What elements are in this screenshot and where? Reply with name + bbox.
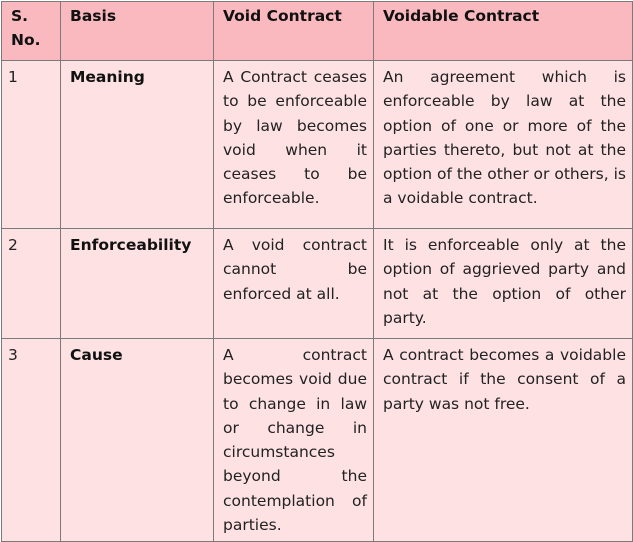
voidable-contract-cell: A contract becomes a voidable contract if the consent of a party was not free. bbox=[374, 339, 633, 542]
table-row bbox=[2, 339, 633, 542]
header-void-contract: Void Contract bbox=[214, 2, 374, 61]
row-number: 2 bbox=[2, 229, 61, 339]
table-row bbox=[2, 61, 633, 229]
header-basis: Basis bbox=[61, 2, 214, 61]
void-contract-cell: A Contract ceases to be enforceable by law becomes void when it ceases to be enforceable. bbox=[214, 61, 374, 229]
header-voidable-contract: Voidable Contract bbox=[374, 2, 633, 61]
header-row bbox=[2, 2, 633, 61]
row-number: 3 bbox=[2, 339, 61, 542]
row-number: 1 bbox=[2, 61, 61, 229]
row-basis: Cause bbox=[61, 339, 214, 542]
void-contract-cell: A contract becomes void due to change in law or change in circumstances beyond the contemplation of parties. bbox=[214, 339, 374, 542]
void-contract-cell: A void contract cannot be enforced at all. bbox=[214, 229, 374, 339]
voidable-contract-cell: It is enforceable only at the option of aggrieved party and not at the option of other party. bbox=[374, 229, 633, 339]
row-basis: Enforceability bbox=[61, 229, 214, 339]
row-basis: Meaning bbox=[61, 61, 214, 229]
header-serial-number: S. No. bbox=[2, 2, 61, 61]
voidable-contract-cell: An agreement which is enforceable by law at the option of one or more of the parties thereto, but not at the option of the other or others, is a voidable contract. bbox=[374, 61, 633, 229]
table-row bbox=[2, 229, 633, 339]
comparison-table bbox=[1, 1, 633, 542]
